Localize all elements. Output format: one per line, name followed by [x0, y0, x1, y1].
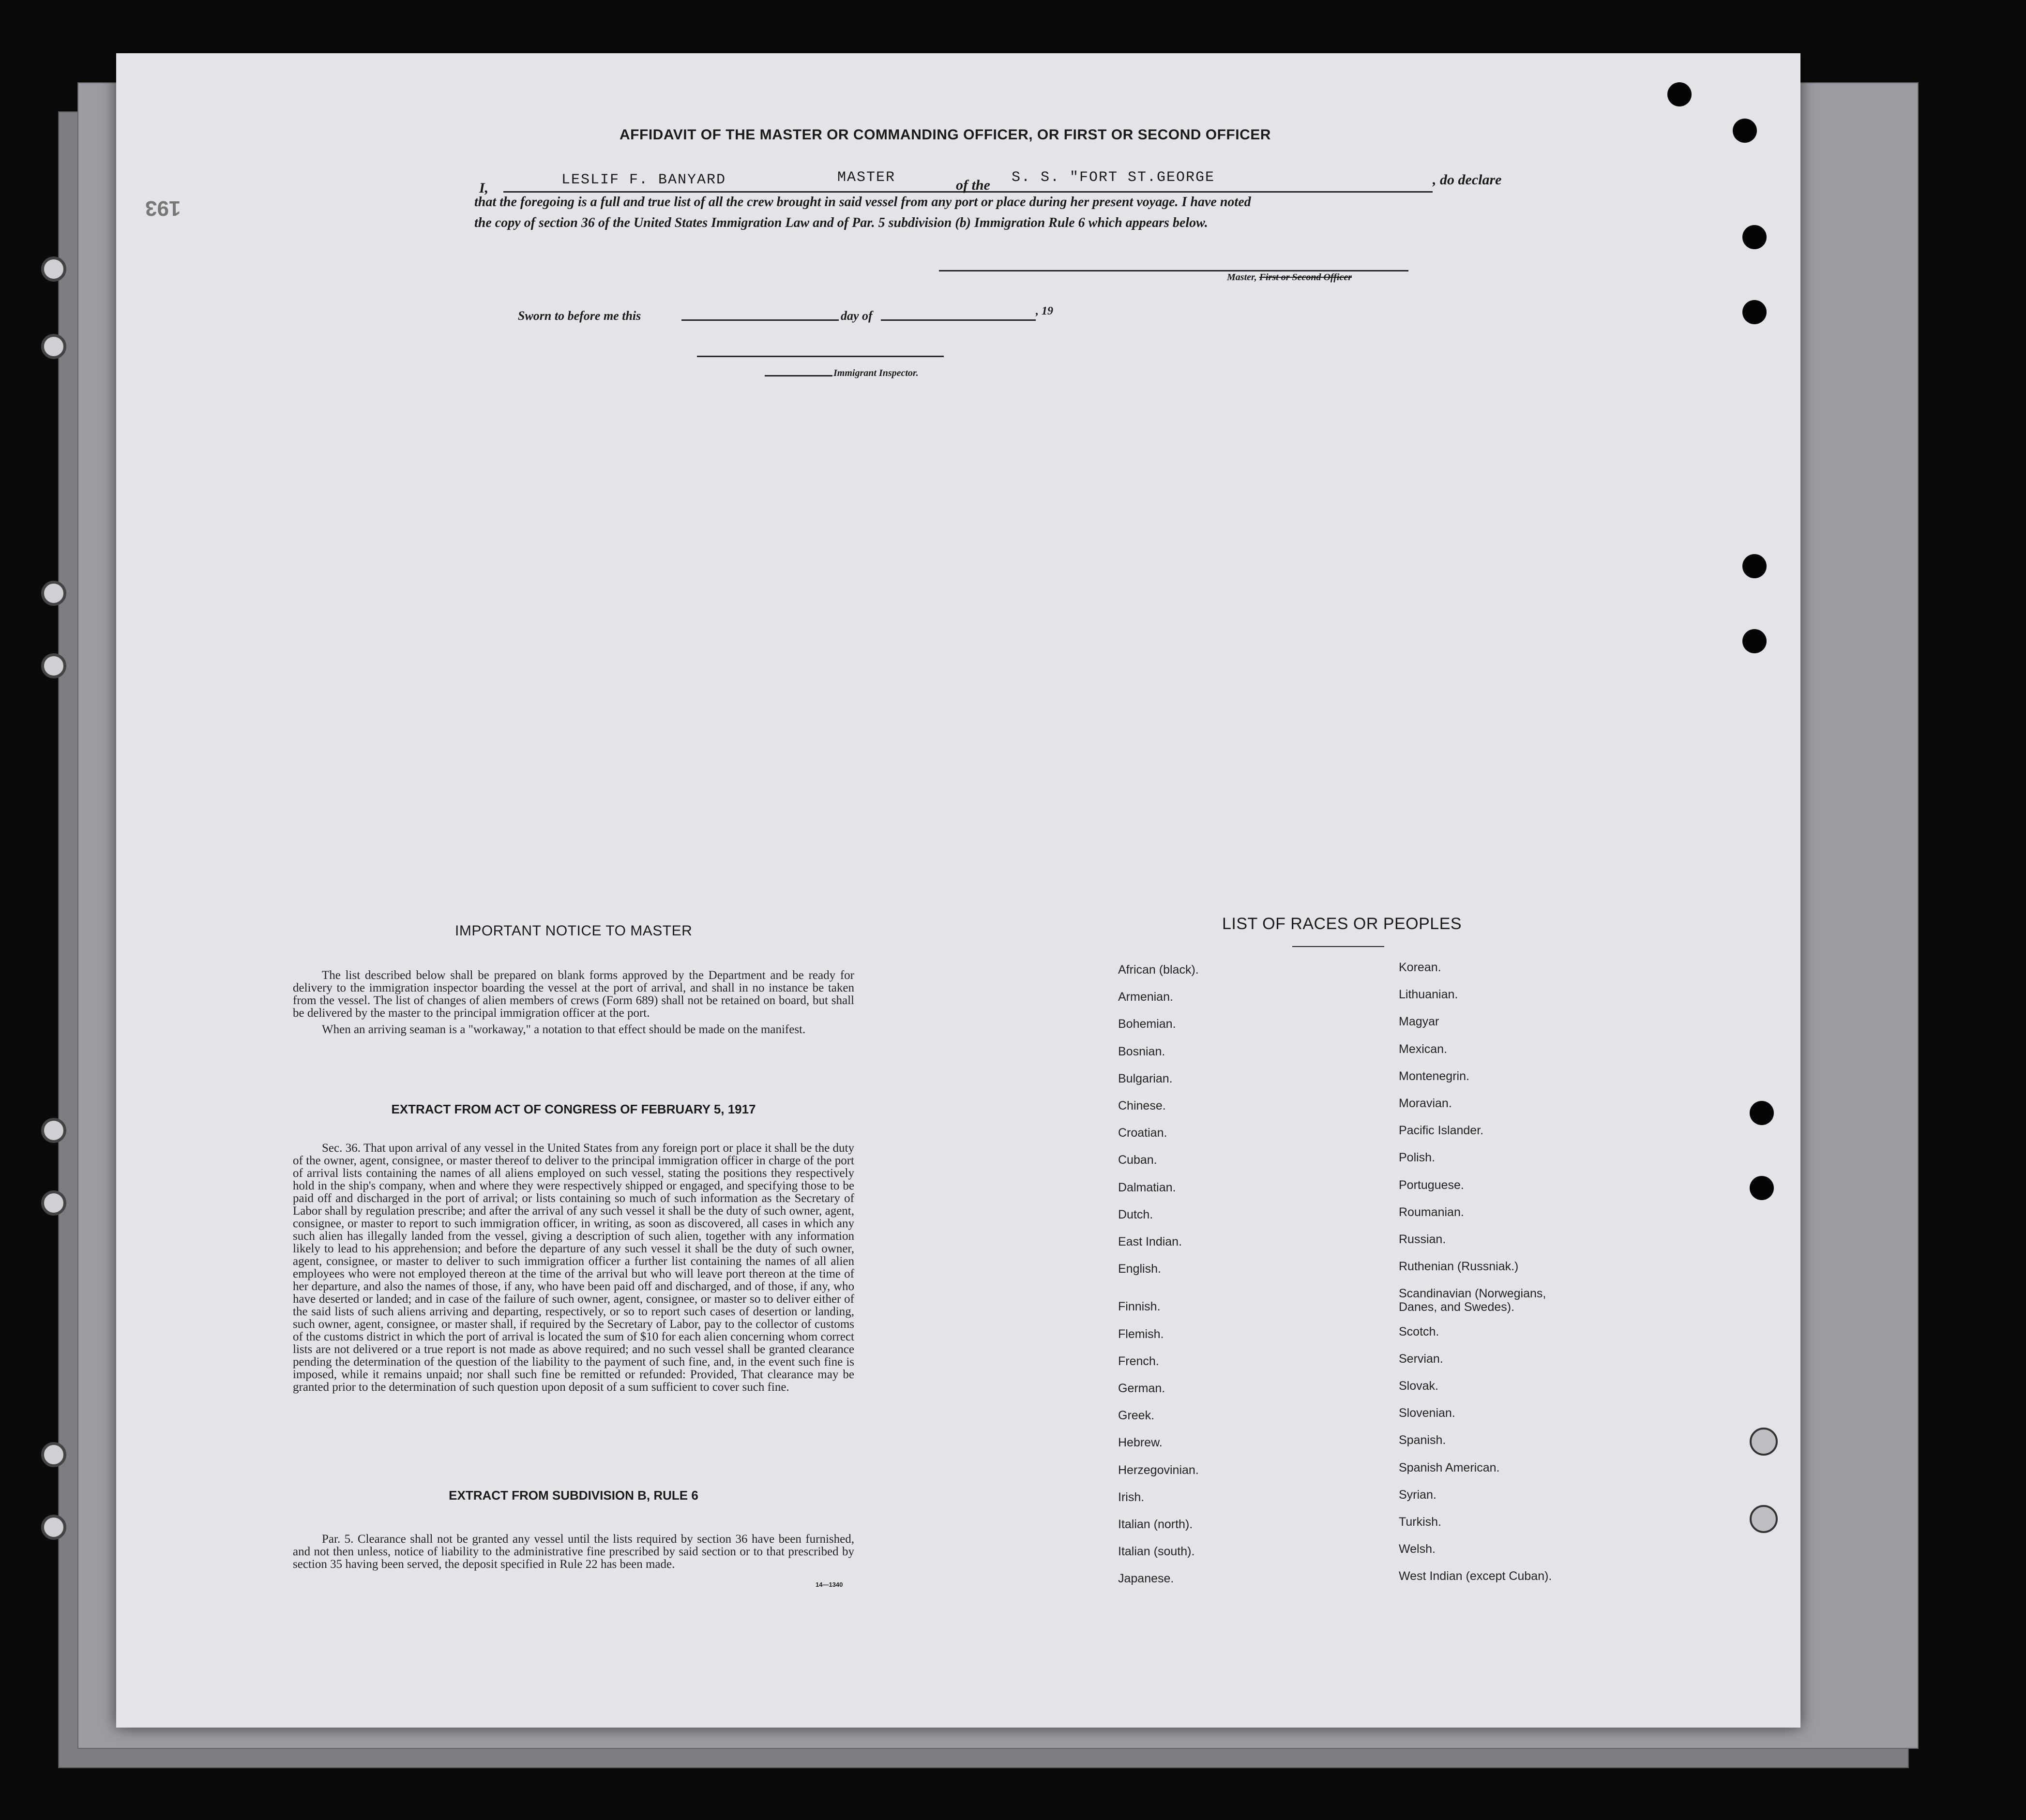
i-label: I,	[479, 180, 489, 196]
race-item: Turkish.	[1399, 1515, 1441, 1529]
race-item: Ruthenian (Russniak.)	[1399, 1260, 1519, 1274]
act-extract-text	[293, 1142, 854, 1398]
race-item: West Indian (except Cuban).	[1399, 1569, 1552, 1583]
race-item: Scandinavian (Norwegians, Danes, and Swedes).	[1399, 1287, 1546, 1314]
punch-hole	[1750, 1505, 1778, 1533]
notice-para-1: The list described below shall be prepared on blank forms approved by the Department and be ready for delivery to the immigration inspector boarding the vessel at the port of arrival, and shall in no instance be taken from the vessel. The list of changes of alien members of crews (Form 689) shall not be retained on board, but shall be delivered by the master to the principal immigration officer at the port.	[293, 969, 854, 1020]
race-item: Russian.	[1399, 1233, 1446, 1246]
race-item: Portuguese.	[1399, 1178, 1464, 1192]
race-item: Montenegrin.	[1399, 1069, 1469, 1083]
race-item: Roumanian.	[1399, 1205, 1464, 1219]
rule-extract-para: Par. 5. Clearance shall not be granted any vessel until the lists required by section 36 have been furnished, and not then unless, notice of liability to the administrative fine prescribed by said section or to that prescribed by section 35 having been served, the deposit specified in Rule 22 has been made.	[293, 1533, 854, 1571]
inspector-line-short	[765, 375, 832, 376]
of-the-label: of the	[956, 177, 990, 193]
race-item: Italian (north).	[1118, 1518, 1193, 1531]
races-title-rule	[1292, 946, 1384, 947]
vessel-line	[1007, 191, 1433, 193]
race-item: Dalmatian.	[1118, 1180, 1176, 1194]
signature-caption-struck: First or Second Officer	[1259, 272, 1352, 283]
race-item: Croatian.	[1118, 1126, 1167, 1140]
race-item: Moravian.	[1399, 1097, 1452, 1110]
race-item: Spanish American.	[1399, 1460, 1500, 1474]
document-page	[116, 53, 1800, 1728]
race-item: Polish.	[1399, 1151, 1436, 1165]
race-item: Bulgarian.	[1118, 1071, 1173, 1085]
race-item: Servian.	[1399, 1352, 1443, 1366]
vessel-name: S. S. "FORT ST.GEORGE	[1012, 169, 1215, 186]
race-item: English.	[1118, 1262, 1161, 1276]
race-item: Welsh.	[1399, 1542, 1436, 1556]
form-number: 14—1340	[816, 1581, 843, 1588]
binder-ring	[41, 1515, 66, 1540]
race-item: German.	[1118, 1382, 1165, 1395]
race-item: Magyar	[1399, 1015, 1439, 1029]
sworn-month-line	[881, 319, 1036, 321]
year-label: , 19	[1036, 305, 1053, 317]
race-item: Bohemian.	[1118, 1017, 1176, 1031]
inspector-label: Immigrant Inspector.	[833, 368, 919, 378]
race-item: Slovenian.	[1399, 1406, 1455, 1420]
master-rank: MASTER	[837, 169, 896, 186]
punch-hole	[1750, 1101, 1774, 1125]
binder-ring	[41, 1442, 66, 1467]
binder-ring	[41, 1190, 66, 1216]
race-item: Finnish.	[1118, 1300, 1161, 1314]
sworn-label: Sworn to before me this	[518, 309, 641, 323]
rule-extract-title: EXTRACT FROM SUBDIVISION B, RULE 6	[449, 1488, 698, 1503]
punch-hole	[1742, 554, 1767, 578]
notice-text	[293, 969, 854, 1040]
punch-hole	[1750, 1428, 1778, 1456]
binder-ring	[41, 256, 66, 282]
signature-caption-master: Master,	[1227, 272, 1259, 283]
race-item: Pacific Islander.	[1399, 1124, 1484, 1138]
race-item: Mexican.	[1399, 1042, 1448, 1056]
signature-line	[939, 270, 1408, 271]
race-item: East Indian.	[1118, 1235, 1182, 1248]
race-item: Armenian.	[1118, 990, 1173, 1004]
left-edge-number: 193	[145, 196, 181, 220]
do-declare: , do declare	[1433, 172, 1502, 188]
race-item: Dutch.	[1118, 1207, 1153, 1221]
act-extract-para: Sec. 36. That upon arrival of any vessel in the United States from any foreign port or place it shall be the duty of the owner, agent, consignee, or master thereof to deliver to the principal immigration officer in charge of the port of arrival lists containing the names of all aliens employed on such vessel, stating the positions they respectively hold in the ship's company, when and where they were respectively shipped or engaged, and specifying those to be paid off and discharged in the port of arrival; or lists containing so much of such information as the Secretary of Labor shall by regulation prescribe; and after the arrival of any such vessel it shall be the duty of such owner, agent, consignee, or master to report to such immigration officer, in writing, as soon as discovered, all cases in which any such alien has illegally landed from the vessel, giving a description of such alien, together with any information likely to lead to his apprehension; and before the departure of any such vessel it shall be the duty of such owner, agent, consignee, or master to deliver to such immigration officer a further list containing the names of all alien employees who were not employed thereon at the time of the arrival but who will leave port thereon at the time of her departure, and also the names of those, if any, who have been paid off and discharged, and of those, if any, who have deserted or landed; and in case of the failure of such owner, agent, consignee, or master so to deliver either of the said lists of such aliens arriving and departing, respectively, or so to report such cases of desertion or landing, such owner, agent, consignee, or master shall, if required by the Secretary of Labor, pay to the collector of customs of the customs district in which the port of arrival is located the sum of $10 for each alien concerning whom correct lists are not delivered or a true report is not made as above required; and no such vessel shall be granted clearance pending the determination of the question of the liability to the payment of such fine, and, in the event such fine is imposed, while it remains unpaid; nor shall such fine be remitted or refunded: Provided, That clearance may be granted prior to the determination of such question upon deposit of a sum sufficient to cover such fine.	[293, 1142, 854, 1394]
race-item: Japanese.	[1118, 1572, 1174, 1586]
race-item: Hebrew.	[1118, 1436, 1163, 1450]
race-item: African (black).	[1118, 963, 1199, 977]
race-item: Flemish.	[1118, 1327, 1164, 1341]
race-item: French.	[1118, 1354, 1159, 1368]
race-item: Scotch.	[1399, 1324, 1439, 1339]
punch-hole	[1742, 300, 1767, 324]
race-item: Syrian.	[1399, 1488, 1436, 1502]
notice-title: IMPORTANT NOTICE TO MASTER	[455, 923, 693, 939]
notice-para-2: When an arriving seaman is a "workaway," a notation to that effect should be made on the manifest.	[322, 1023, 806, 1036]
master-name: LESLIF F. BANYARD	[561, 172, 726, 188]
punch-hole	[1667, 82, 1692, 106]
race-item: Chinese.	[1118, 1099, 1166, 1113]
race-item: Lithuanian.	[1399, 988, 1458, 1002]
binder-ring	[41, 581, 66, 606]
race-item: Italian (south).	[1118, 1545, 1195, 1559]
race-item: Irish.	[1118, 1490, 1145, 1504]
rule-extract-text	[293, 1533, 854, 1575]
race-item: Cuban.	[1118, 1153, 1157, 1167]
day-of-label: day of	[841, 309, 873, 323]
affidavit-title: AFFIDAVIT OF THE MASTER OR COMMANDING OFFICER, OR FIRST OR SECOND OFFICER	[620, 127, 1271, 143]
signature-caption	[1227, 272, 1352, 283]
declaration-line-1: that the foregoing is a full and true list of all the crew brought in said vessel from any port or place during her present voyage. I have noted	[474, 195, 1251, 210]
act-extract-title: EXTRACT FROM ACT OF CONGRESS OF FEBRUARY 5, 1917	[391, 1102, 756, 1116]
sworn-day-line	[681, 319, 839, 321]
race-item: Greek.	[1118, 1409, 1155, 1423]
races-title: LIST OF RACES OR PEOPLES	[1222, 915, 1462, 933]
punch-hole	[1742, 629, 1767, 653]
punch-hole	[1750, 1176, 1774, 1200]
declaration-line-2: the copy of section 36 of the United States Immigration Law and of Par. 5 subdivision (b) Immigration Rule 6 which appears below.	[474, 215, 1208, 230]
race-item: Bosnian.	[1118, 1044, 1165, 1058]
inspector-line	[697, 356, 944, 357]
punch-hole	[1733, 119, 1757, 143]
punch-hole	[1742, 225, 1767, 249]
race-item: Spanish.	[1399, 1433, 1446, 1447]
binder-ring	[41, 334, 66, 359]
binder-ring	[41, 1118, 66, 1143]
binder-ring	[41, 653, 66, 678]
race-item: Herzegovinian.	[1118, 1463, 1199, 1477]
race-item: Korean.	[1399, 961, 1441, 974]
race-item: Slovak.	[1399, 1379, 1438, 1393]
